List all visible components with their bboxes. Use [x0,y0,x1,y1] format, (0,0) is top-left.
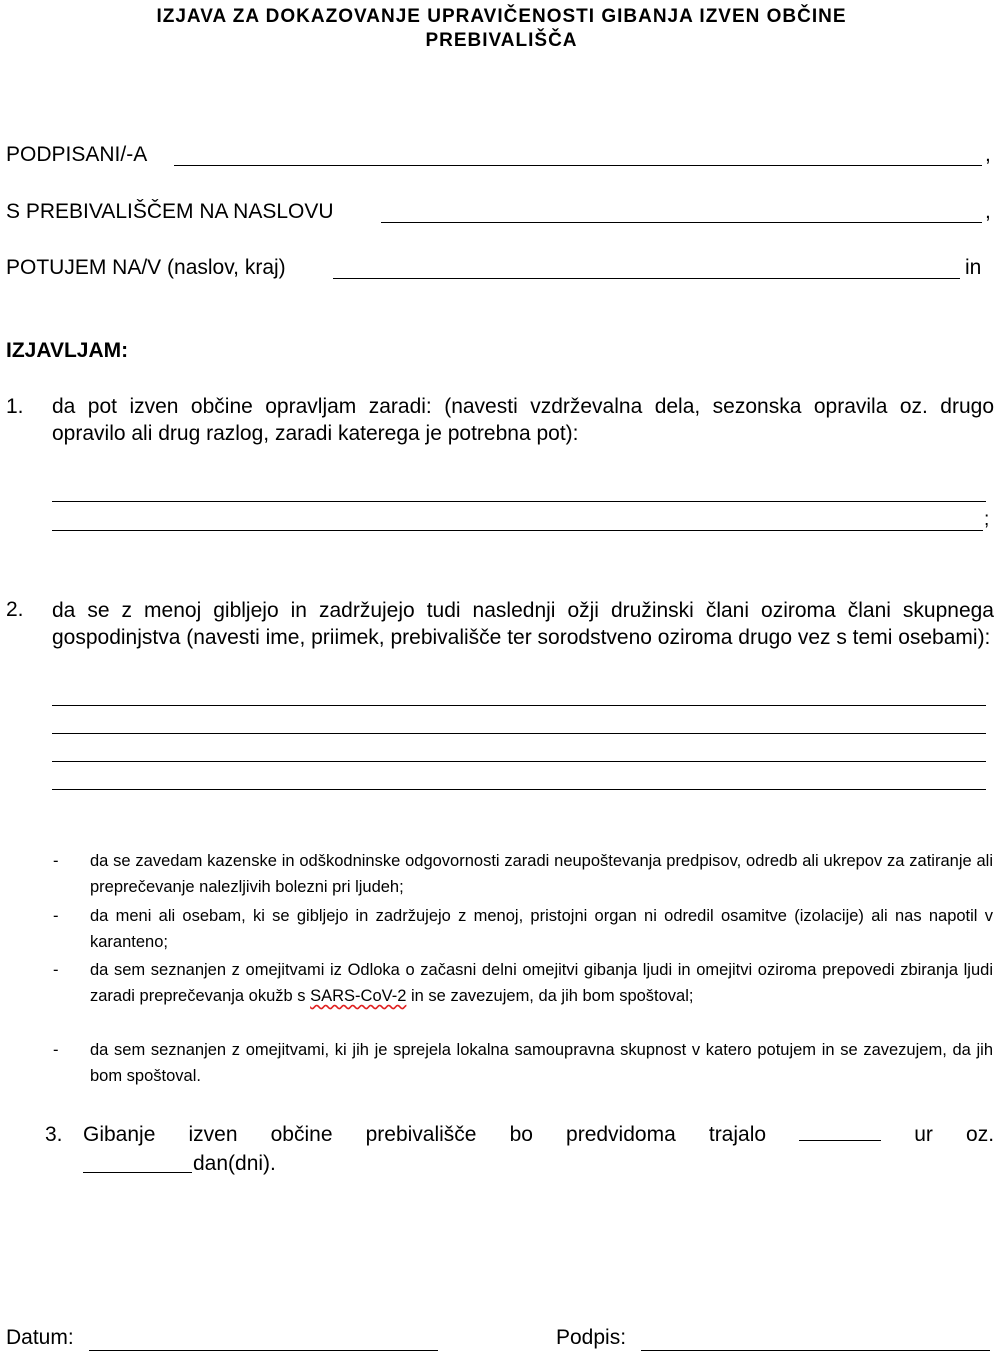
item-3-line-1 [83,1121,994,1148]
address-comma: , [985,200,991,223]
item-1-answer-line-1[interactable] [52,501,986,502]
bullet-3-text-start: da sem seznanjen z omejitvami iz Odloka o začasni delni omejitvi gibanja ljudi in omejitvi oziroma prepovedi zbiranja ljudi zaradi preprečevanja okužb s [90,961,993,1005]
spellcheck-word: SARS-CoV-2 [310,987,407,1005]
signature-label: Podpis: [556,1326,627,1349]
address-input-line[interactable] [381,222,982,223]
signee-input-line[interactable] [174,165,982,166]
bullet-3-text-end: in se zavezujem, da jih bom spoštoval; [406,987,694,1005]
item-3-word: predvidoma [566,1123,676,1146]
date-label: Datum: [6,1326,74,1349]
title-line-2: PREBIVALIŠČA [425,30,578,51]
bullet-2-dash: - [53,907,59,925]
bullet-3-dash: - [53,961,59,979]
date-input-line[interactable] [89,1350,438,1351]
bullet-4-text: da sem seznanjen z omejitvami, ki jih je sprejela lokalna samoupravna skupnost v katero potujem in se zavezujem, da jih bom spoštoval. [90,1041,993,1085]
item-3-word: Gibanje [83,1123,156,1146]
item-3-word: trajalo [708,1123,767,1146]
document-title [0,5,1003,53]
item-1-number: 1. [6,395,24,418]
declaration-heading: IZJAVLJAM: [6,339,129,362]
item-3-abbr: oz. [966,1123,995,1146]
item-1-text: da pot izven občine opravljam zaradi: (navesti vzdrževalna dela, sezonska opravila oz. drugo opravilo ali drug razlog, zaradi katerega je potrebna pot): [52,395,994,445]
item-3-word: bo [509,1123,533,1146]
hours-input-line[interactable] [799,1122,881,1141]
bullet-2-text: da meni ali osebam, ki se gibljejo in zadržujejo z menoj, pristojni organ ni odredil osamitve (izolacije) ali nas napotil v karanteno; [90,907,993,951]
item-3-word: prebivališče [365,1123,477,1146]
days-unit: dan(dni). [193,1152,276,1175]
bullet-4-dash: - [53,1041,59,1059]
item-3-word: izven [188,1123,238,1146]
travel-label: POTUJEM NA/V (naslov, kraj) [6,256,286,279]
item-3-word: občine [270,1123,333,1146]
travel-input-line[interactable] [333,278,960,279]
item-2-answer-line-2[interactable] [52,733,986,734]
item-2-answer-line-3[interactable] [52,761,986,762]
travel-suffix: in [965,256,982,279]
bullet-1-text: da se zavedam kazenske in odškodninske odgovornosti zaradi neupoštevanja predpisov, odredb ali ukrepov za zatiranje ali preprečevanje nalezljivih bolezni pri ljudeh; [90,852,993,896]
hours-unit: ur [914,1123,933,1146]
address-label: S PREBIVALIŠČEM NA NASLOVU [6,200,334,223]
item-1-answer-line-2[interactable] [52,530,983,531]
bullet-1-dash: - [53,852,59,870]
item-2-text: da se z menoj gibljejo in zadržujejo tudi naslednji ožji družinski člani oziroma člani skupnega gospodinjstva (navesti ime, priimek, prebivališče ter sorodstveno oziroma drugo vez s temi osebami): [52,599,994,649]
item-2-answer-line-4[interactable] [52,789,986,790]
item-3-number: 3. [45,1123,63,1146]
item-1-semicolon: ; [984,509,990,530]
item-2-answer-line-1[interactable] [52,705,986,706]
item-2-number: 2. [6,598,24,621]
signee-comma: , [985,143,991,166]
title-line-1: IZJAVA ZA DOKAZOVANJE UPRAVIČENOSTI GIBANJA IZVEN OBČINE [156,6,847,27]
bullet-3-text [90,957,993,1009]
signee-label: PODPISANI/-A [6,143,148,166]
signature-input-line[interactable] [641,1350,990,1351]
days-input-line[interactable] [83,1172,192,1173]
